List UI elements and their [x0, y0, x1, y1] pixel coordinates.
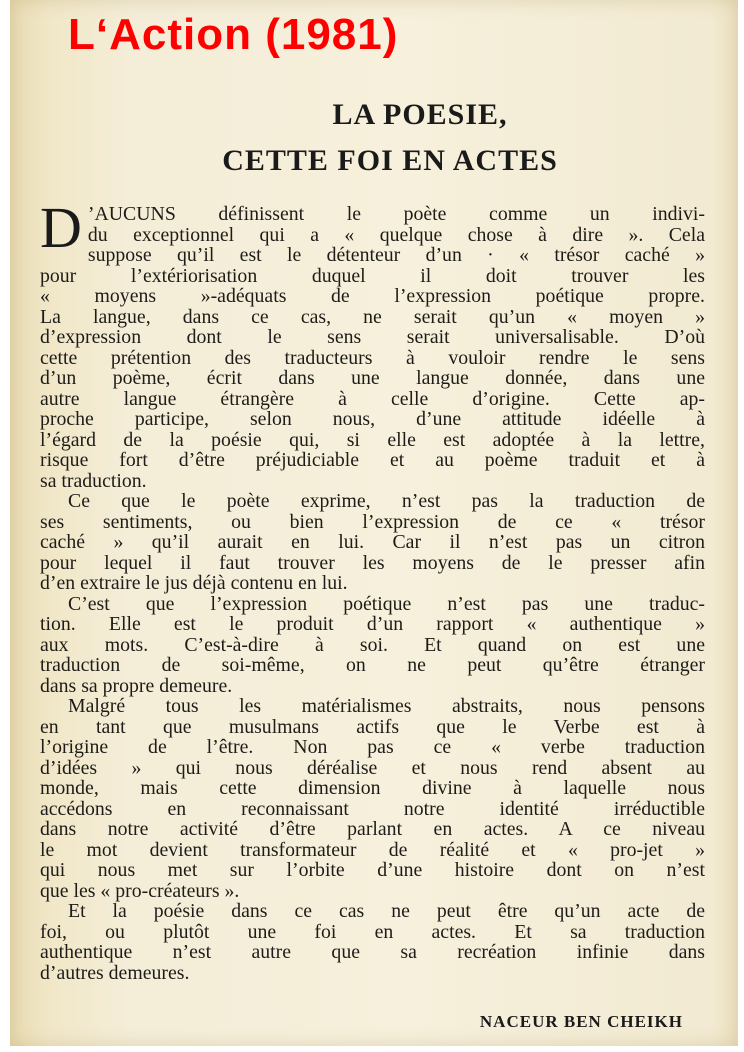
- source-label: L‘Action (1981): [68, 10, 399, 59]
- article-line: monde, mais cette dimension divine à laquelle nous: [40, 777, 705, 799]
- article-line: pour lequel il faut trouver les moyens de le presser afin: [40, 551, 705, 574]
- article-line: qui nous met sur l’orbite d’une histoire dont on n’est: [40, 859, 705, 881]
- article-line: risque fort d’être préjudiciable et au poème traduit et à: [40, 449, 705, 471]
- article-line: l’égard de la poésie qui, si elle est adoptée à la lettre,: [40, 428, 705, 451]
- article-line: La langue, dans ce cas, ne serait qu’un « moyen »: [40, 305, 705, 328]
- article-line: tion. Elle est le produit d’un rapport « authentique »: [40, 613, 705, 635]
- article-line: dans notre activité d’être parlant en actes. A ce niveau: [40, 818, 705, 840]
- article-line: d’en extraire le jus déjà contenu en lui.: [40, 572, 348, 594]
- article-line: d’expression dont le sens serait universalisable. D’où: [40, 326, 705, 348]
- article-line: en tant que musulmans actifs que le Verbe est à: [40, 715, 705, 738]
- article-line: Et la poésie dans ce cas ne peut être qu’un acte de: [68, 900, 705, 922]
- article-line: cette prétention des traducteurs à vouloir rendre le sens: [40, 346, 705, 369]
- article-line: d’idées » qui nous déréalise et nous rend absent au: [40, 756, 705, 779]
- article-line: authentique n’est autre que sa recréation infinie dans: [40, 941, 705, 963]
- article-line: l’origine de l’être. Non pas ce « verbe traduction: [40, 736, 705, 758]
- article-line: ’AUCUNS définissent le poète comme un indivi-: [87, 203, 705, 225]
- article-line: caché » qu’il aurait en lui. Car il n’est pas un citron: [40, 531, 705, 553]
- article-line: Ce que le poète exprime, n’est pas la traduction de: [68, 490, 705, 512]
- article-line: d’un poème, écrit dans une langue donnée, dans une: [40, 367, 705, 389]
- article-body: [40, 195, 705, 984]
- article-line: sa traduction.: [40, 469, 147, 492]
- article-line: aux mots. C’est-à-dire à soi. Et quand on est une: [40, 633, 705, 656]
- article-line: « moyens »-adéquats de l’expression poétique propre.: [40, 285, 705, 307]
- article-line: que les « pro-créateurs ».: [40, 879, 240, 902]
- article-line: traduction de soi-même, on ne peut qu’être étranger: [40, 654, 705, 676]
- article-line: autre langue étrangère à celle d’origine. Cette ap-: [40, 387, 705, 410]
- article-line: Malgré tous les matérialismes abstraits, nous pensons: [68, 695, 705, 717]
- article-line: proche participe, selon nous, d’une attitude idéelle à: [40, 408, 705, 430]
- drop-cap: D: [40, 195, 82, 260]
- article-line: ses sentiments, ou bien l’expression de ce « trésor: [40, 510, 705, 533]
- article-line: C’est que l’expression poétique n’est pas une traduc-: [68, 592, 705, 615]
- article-line: accédons en reconnaissant notre identité irréductible: [40, 797, 705, 820]
- article-line: le mot devient transformateur de réalité et « pro-jet »: [40, 838, 705, 861]
- article-line: du exceptionnel qui a « quelque chose à dire ». Cela: [87, 223, 705, 246]
- article-line: foi, ou plutôt une foi en actes. Et sa traduction: [40, 920, 705, 943]
- newspaper-clipping: [10, 0, 738, 1046]
- article-line: dans sa propre demeure.: [40, 674, 233, 697]
- article-line: pour l’extériorisation duquel il doit trouver les: [40, 264, 705, 287]
- headline-line-2: CETTE FOI EN ACTES: [222, 144, 558, 177]
- headline-line-1: LA POESIE,: [332, 98, 508, 131]
- article-line: suppose qu’il est le détenteur d’un · « trésor caché »: [87, 244, 705, 266]
- article-line: d’autres demeures.: [40, 961, 190, 984]
- author-byline: NACEUR BEN CHEIKH: [479, 1012, 683, 1031]
